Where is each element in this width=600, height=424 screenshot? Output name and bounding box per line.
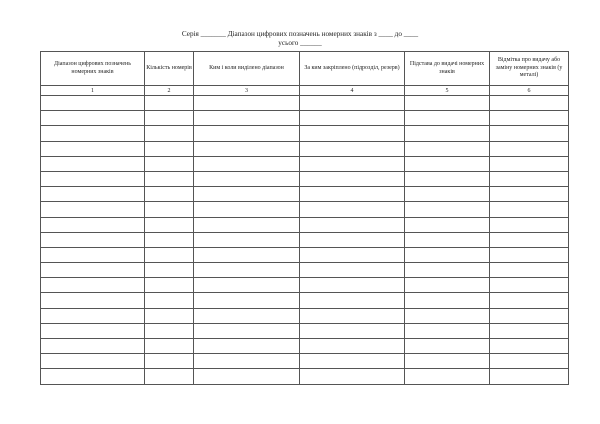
table-cell — [300, 96, 405, 111]
table-cell — [41, 278, 145, 293]
table-cell — [194, 293, 300, 308]
table-cell — [405, 339, 490, 354]
table-cell — [405, 187, 490, 202]
table-cell — [405, 171, 490, 186]
table-cell — [405, 308, 490, 323]
table-row — [41, 111, 569, 126]
table-cell — [194, 278, 300, 293]
table-row — [41, 278, 569, 293]
table-cell — [490, 126, 569, 141]
table-cell — [300, 202, 405, 217]
table-cell — [194, 96, 300, 111]
column-header-basis: Підстава до видачі номерних знаків — [405, 52, 490, 86]
table-row — [41, 187, 569, 202]
document-heading-line-1: Серія _______ Діапазон цифрових позначень номерних знаків з ____ до ____ — [181, 30, 419, 38]
document-heading-line-2: усього ______ — [278, 39, 322, 47]
table-row — [41, 96, 569, 111]
table-cell — [405, 141, 490, 156]
table-cell — [194, 156, 300, 171]
table-cell — [145, 187, 194, 202]
table-cell — [405, 247, 490, 262]
table-cell — [490, 369, 569, 384]
table-cell — [194, 187, 300, 202]
table-cell — [300, 278, 405, 293]
table-cell — [405, 323, 490, 338]
table-cell — [145, 354, 194, 369]
table-cell — [490, 278, 569, 293]
table-cell — [41, 232, 145, 247]
table-row — [41, 217, 569, 232]
column-header-range: Діапазон цифрових позначень номерних знаків — [41, 52, 145, 86]
table-cell — [41, 156, 145, 171]
register-body — [41, 96, 569, 385]
column-number: 3 — [194, 86, 300, 96]
table-row — [41, 308, 569, 323]
table-cell — [194, 263, 300, 278]
table-cell — [490, 141, 569, 156]
table-cell — [41, 126, 145, 141]
table-cell — [490, 156, 569, 171]
table-row — [41, 263, 569, 278]
table-header-row — [41, 52, 569, 86]
table-cell — [490, 247, 569, 262]
table-cell — [490, 354, 569, 369]
table-cell — [300, 263, 405, 278]
table-cell — [41, 263, 145, 278]
column-number-row — [41, 86, 569, 96]
table-cell — [300, 171, 405, 186]
table-row — [41, 247, 569, 262]
table-cell — [490, 96, 569, 111]
table-cell — [41, 369, 145, 384]
table-cell — [300, 232, 405, 247]
table-cell — [405, 111, 490, 126]
table-cell — [405, 217, 490, 232]
table-cell — [194, 247, 300, 262]
table-cell — [145, 339, 194, 354]
table-cell — [145, 171, 194, 186]
table-cell — [300, 308, 405, 323]
table-cell — [145, 141, 194, 156]
table-row — [41, 354, 569, 369]
table-cell — [145, 232, 194, 247]
table-cell — [194, 217, 300, 232]
table-cell — [145, 308, 194, 323]
table-cell — [300, 339, 405, 354]
table-cell — [405, 156, 490, 171]
table-cell — [490, 202, 569, 217]
table-cell — [41, 308, 145, 323]
column-number: 2 — [145, 86, 194, 96]
table-cell — [145, 217, 194, 232]
table-row — [41, 202, 569, 217]
table-cell — [41, 187, 145, 202]
table-cell — [300, 187, 405, 202]
table-row — [41, 323, 569, 338]
table-cell — [145, 369, 194, 384]
table-cell — [405, 354, 490, 369]
table-row — [41, 339, 569, 354]
table-cell — [41, 247, 145, 262]
table-cell — [405, 96, 490, 111]
table-cell — [41, 217, 145, 232]
table-cell — [145, 278, 194, 293]
table-cell — [300, 217, 405, 232]
column-header-issue-mark: Відмітка про видачу або заміну номерних знаків (у металі) — [490, 52, 569, 86]
column-header-assigned-to: За ким закріплено (підрозділ, резерв) — [300, 52, 405, 86]
table-cell — [490, 308, 569, 323]
table-cell — [41, 354, 145, 369]
table-cell — [300, 293, 405, 308]
table-cell — [405, 369, 490, 384]
table-row — [41, 141, 569, 156]
table-cell — [41, 141, 145, 156]
table-cell — [300, 354, 405, 369]
table-cell — [490, 263, 569, 278]
table-cell — [41, 323, 145, 338]
table-row — [41, 369, 569, 384]
table-cell — [194, 339, 300, 354]
table-cell — [490, 323, 569, 338]
table-cell — [490, 232, 569, 247]
table-cell — [490, 111, 569, 126]
table-cell — [300, 369, 405, 384]
table-cell — [41, 339, 145, 354]
table-row — [41, 156, 569, 171]
table-cell — [194, 232, 300, 247]
table-cell — [490, 187, 569, 202]
table-cell — [490, 171, 569, 186]
table-cell — [145, 293, 194, 308]
table-cell — [405, 293, 490, 308]
table-cell — [41, 171, 145, 186]
table-cell — [490, 293, 569, 308]
column-number: 5 — [405, 86, 490, 96]
table-cell — [300, 111, 405, 126]
table-cell — [145, 156, 194, 171]
table-cell — [405, 202, 490, 217]
table-cell — [194, 369, 300, 384]
table-cell — [194, 171, 300, 186]
table-cell — [145, 202, 194, 217]
table-cell — [194, 354, 300, 369]
table-cell — [194, 308, 300, 323]
table-cell — [41, 202, 145, 217]
table-cell — [145, 247, 194, 262]
column-header-count: Кількість номерів — [145, 52, 194, 86]
table-cell — [405, 263, 490, 278]
column-number: 6 — [490, 86, 569, 96]
table-cell — [194, 323, 300, 338]
table-cell — [194, 202, 300, 217]
register-table — [40, 51, 569, 385]
table-cell — [41, 111, 145, 126]
table-cell — [145, 126, 194, 141]
table-cell — [41, 96, 145, 111]
column-number: 1 — [41, 86, 145, 96]
column-number: 4 — [300, 86, 405, 96]
table-row — [41, 171, 569, 186]
table-cell — [145, 96, 194, 111]
table-cell — [490, 217, 569, 232]
table-cell — [490, 339, 569, 354]
table-cell — [405, 126, 490, 141]
table-cell — [405, 232, 490, 247]
table-cell — [145, 111, 194, 126]
table-cell — [194, 111, 300, 126]
table-row — [41, 293, 569, 308]
table-cell — [300, 323, 405, 338]
table-cell — [145, 263, 194, 278]
column-header-allocated-by: Ким і коли виділено діапазон — [194, 52, 300, 86]
table-row — [41, 232, 569, 247]
table-cell — [145, 323, 194, 338]
table-row — [41, 126, 569, 141]
table-cell — [300, 126, 405, 141]
table-cell — [194, 141, 300, 156]
table-cell — [405, 278, 490, 293]
table-cell — [300, 141, 405, 156]
table-cell — [300, 156, 405, 171]
table-cell — [41, 293, 145, 308]
table-cell — [194, 126, 300, 141]
table-cell — [300, 247, 405, 262]
